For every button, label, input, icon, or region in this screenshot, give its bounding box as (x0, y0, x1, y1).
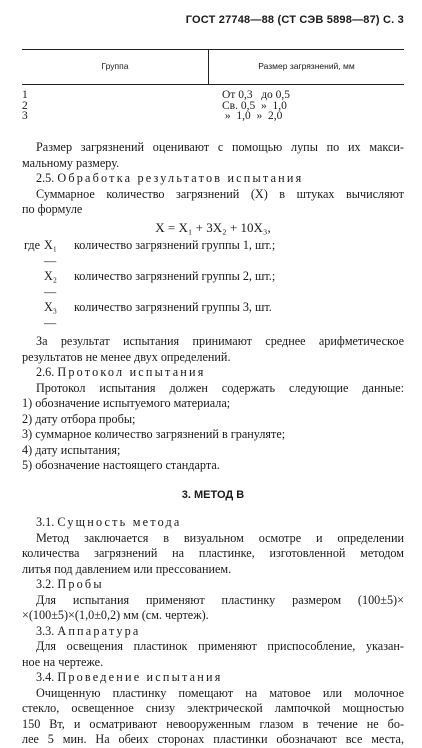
definition-row (24, 238, 404, 269)
paragraph-line: ×(100±5)×(1,0±0,2) мм (см. чертеж). (22, 608, 209, 622)
section-number: 3.2. (36, 577, 55, 591)
group-column-header: Группа (101, 61, 129, 72)
paragraph-line: Для испытания применяют пластинку размером (100±5)× (36, 592, 404, 607)
table-header-row (22, 50, 404, 84)
section-title: Пробы (57, 577, 104, 591)
section-title: Аппаратура (57, 623, 141, 638)
section-title: Протокол испытания (57, 365, 206, 379)
paragraph-line: За результат испытания принимают среднее арифметическое (36, 334, 404, 348)
paragraph-line: Суммарное количество загрязнений (X) в штуках вычисляют (36, 186, 404, 201)
list-item: 5) обозначение настоящего стандарта. (22, 458, 220, 472)
section-3-1-heading (22, 515, 404, 531)
list-item: 1) обозначение испытуемого материала; (22, 396, 231, 410)
section-title: Сущность метода (57, 515, 182, 529)
paragraph-line: Размер загрязнений оценивают с помощью лупы по их макси- (36, 140, 404, 154)
list-item: 2) дату отбора пробы; (22, 411, 136, 426)
definition-row (24, 269, 404, 300)
paragraph-line: Протокол испытания должен содержать следующие данные: (36, 380, 404, 395)
where-word: где (24, 238, 41, 252)
page-header: ГОСТ 27748—88 (СТ СЭВ 5898—87) С. 3 (185, 14, 404, 26)
section-number: 2.5. (36, 171, 55, 185)
variable-definition: количество загрязнений группы 2, шт.; (74, 269, 276, 283)
section-3-3-heading (22, 624, 404, 640)
sum-formula: X = X₁ + 3X₂ + 10X₃, (155, 219, 271, 235)
table-cell-size: От 0,3 до 0,5 (222, 89, 291, 101)
section-number: 3.1. (36, 515, 55, 529)
table-cell-group: 2 (22, 99, 28, 112)
body-text (22, 140, 404, 748)
paragraph-line: лее 5 мин. На обеих сторонах пластинки обозначают все места, (22, 732, 404, 746)
variable-symbol: X₃ — (44, 300, 58, 330)
method-heading: 3. МЕТОД В (181, 488, 245, 501)
section-number: 3.4. (36, 670, 55, 684)
paragraph-line: Очищенную пластинку помещают на матовое или молочное (36, 685, 404, 700)
paragraph-line: количества загрязнений на пластинке, изготовленной методом (22, 546, 404, 560)
paragraph-line: Для освещения пластинок применяют приспособление, указан- (36, 639, 404, 653)
section-2-5-heading (22, 171, 404, 187)
paragraph-line: 150 Вт, и осматривают невооруженным глазом в течение не бо- (22, 716, 404, 731)
table-cell-size: Св. 0,5 » 1,0 (222, 99, 287, 112)
paragraph-line: стекло, освещенное снизу электрической лампочкой мощностью (22, 701, 404, 715)
size-column-header: Размер загрязнений, мм (258, 61, 355, 72)
paragraph-line: ное на чертеже. (22, 654, 104, 669)
section-title: Обработка результатов испытания (57, 171, 304, 185)
variable-symbol: X₂ — (44, 269, 58, 299)
variable-definition: количество загрязнений группы 3, шт. (74, 300, 272, 314)
list-item: 4) дату испытания; (22, 442, 121, 457)
table-body (22, 85, 404, 122)
paragraph-line: по формуле (22, 202, 83, 216)
paragraph-line: Метод заключается в визуальном осмотре и определении (36, 530, 404, 545)
size-groups-table (22, 49, 404, 122)
section-2-6-heading (22, 365, 404, 381)
table-cell-size: » 1,0 » 2,0 (222, 110, 283, 122)
section-3-4-heading (22, 670, 404, 686)
formula-definitions (22, 238, 404, 331)
section-number: 3.3. (36, 623, 55, 638)
definition-row (24, 300, 404, 331)
paragraph-line: литья под давлением или прессованием. (22, 561, 232, 576)
table-cell-group: 1 (22, 89, 28, 101)
section-number: 2.6. (36, 365, 55, 379)
paragraph-line: мальному размеру. (22, 155, 120, 170)
variable-symbol: X₁ — (44, 238, 58, 268)
list-item: 3) суммарное количество загрязнений в грануляте; (22, 427, 286, 441)
section-title: Проведение испытания (57, 670, 223, 684)
section-3-2-heading (22, 577, 404, 593)
variable-definition: количество загрязнений группы 1, шт.; (74, 238, 276, 252)
table-cell-group: 3 (22, 110, 28, 122)
paragraph-line: результатов не менее двух определений. (22, 349, 231, 364)
